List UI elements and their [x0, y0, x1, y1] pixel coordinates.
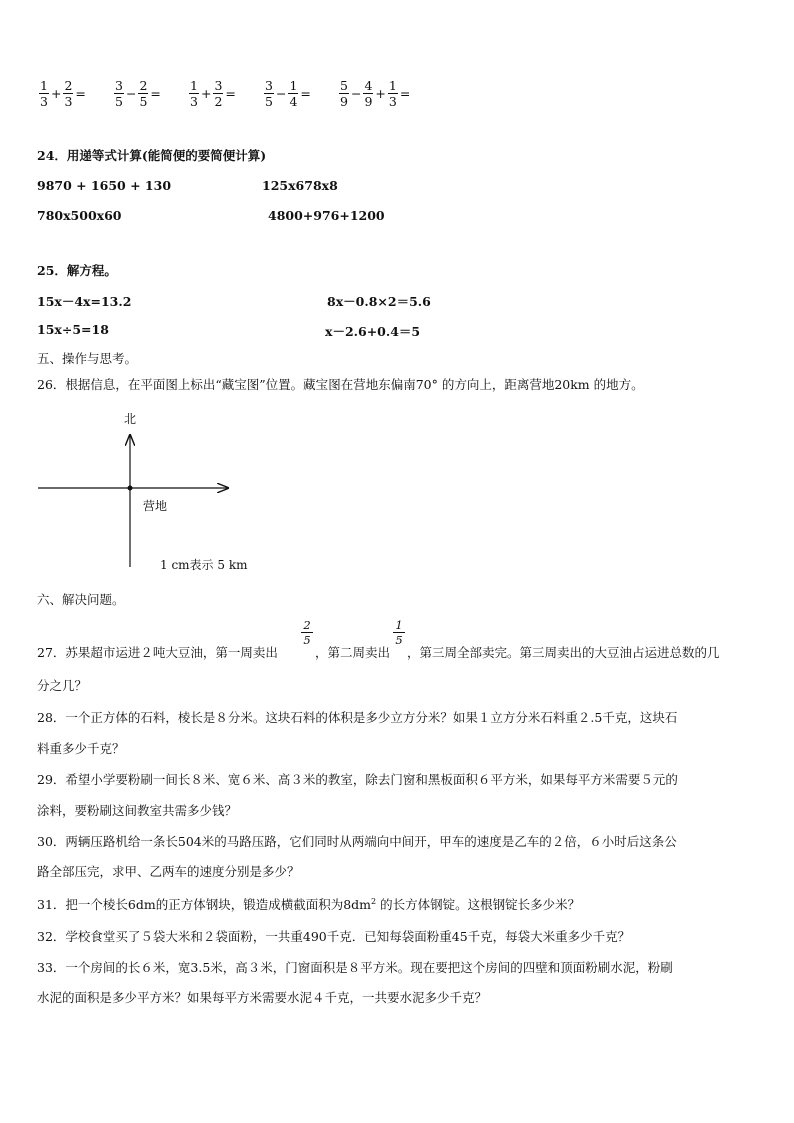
q24-item-3: 780x500x60	[37, 208, 122, 223]
q28-line-1: 28．一个正方体的石料，棱长是８分米。这块石料的体积是多少立方分米？如果１立方分米石料重２.5千克，这块石	[37, 710, 678, 725]
fraction: $\frac{3}{5}$	[115, 78, 123, 109]
fraction-exercise-5: $\frac{5}{9}$ − $\frac{4}{9}$ + $\frac{1}{3}$ =	[340, 78, 411, 109]
fraction-exercise-3: $\frac{1}{3}$ + $\frac{3}{2}$ =	[190, 78, 236, 109]
fraction-exercise-4: $\frac{3}{5}$ − $\frac{1}{4}$ =	[265, 78, 311, 109]
q25-item-3: 15x÷5=18	[37, 322, 109, 337]
q27-fraction-2: $\frac{1}{5}$	[393, 618, 405, 647]
fraction-exercise-2: $\frac{3}{5}$ − $\frac{2}{5}$ =	[115, 78, 161, 109]
q27-part-3: ，第三周全部卖完。第三周卖出的大豆油占运进总数的几	[407, 645, 720, 660]
q29-line-2: 涂料，要粉刷这间教室共需多少钱？	[37, 803, 238, 818]
q29-line-1: 29．希望小学要粉刷一间长８米、宽６米、高３米的教室，除去门窗和黑板面积６平方米，如果每平方米需要５元的	[37, 772, 678, 787]
q32-text: 32．学校食堂买了５袋大米和２袋面粉，一共重490千克．已知每袋面粉重45千克，每袋大米重多少千克？	[37, 929, 631, 944]
q24-item-4: 4800+976+1200	[268, 208, 385, 223]
q28-line-2: 料重多少千克？	[37, 741, 125, 756]
q27-part-1: 27．苏果超市运进２吨大豆油，第一周卖出	[37, 645, 278, 660]
fraction: $\frac{2}{3}$	[64, 78, 73, 109]
q26-text: 26．根据信息，在平面图上标出“藏宝图”位置。藏宝图在营地东偏南70° 的方向上，距离营地20km 的地方。	[37, 377, 644, 392]
fraction-exercise-1: $\frac{1}{3}$ + $\frac{2}{3}$ =	[40, 78, 86, 109]
q27-part-2: ，第二周卖出	[315, 645, 391, 660]
fraction: $\frac{1}{4}$	[289, 78, 298, 109]
q27-line-2: 分之几？	[37, 678, 88, 693]
q31-text: 31．把一个棱长6dm的正方体钢块，锻造成横截面积为$8dm^2$ 的长方体钢锭。这根钢锭长多少米？	[37, 896, 581, 912]
q33-line-2: 水泥的面积是多少平方米？如果每平方米需要水泥４千克，一共要水泥多少千克？	[37, 990, 488, 1005]
fraction: $\frac{4}{9}$	[364, 78, 373, 109]
fraction: $\frac{1}{3}$	[388, 78, 397, 109]
fraction: $\frac{2}{5}$	[139, 78, 148, 109]
camp-label: 营地	[143, 499, 168, 513]
section-6-heading: 六、解决问题。	[37, 592, 125, 607]
q25-item-2: 8x－0.8×2＝5.6	[327, 294, 431, 309]
q27-fraction-1: $\frac{2}{5}$	[301, 618, 313, 647]
scale-label: 1 cm表示 5 km	[160, 558, 248, 572]
fraction: $\frac{3}{2}$	[214, 78, 223, 109]
q33-line-1: 33．一个房间的长６米，宽3.5米，高３米，门窗面积是８平方米。现在要把这个房间的四壁和顶面粉刷水泥，粉刷	[37, 960, 673, 975]
q30-line-1: 30．两辆压路机给一条长504米的马路压路，它们同时从两端向中间开，甲车的速度是乙车的２倍，６小时后这条公	[37, 834, 677, 849]
q24-title: 24．用递等式计算(能简便的要简便计算)	[37, 148, 267, 163]
q25-title: 25．解方程。	[37, 263, 117, 278]
q24-item-2: 125x678x8	[262, 178, 338, 193]
camp-point	[128, 486, 133, 491]
north-label: 北	[124, 412, 137, 426]
fraction: $\frac{5}{9}$	[340, 78, 348, 109]
fraction: $\frac{1}{3}$	[40, 78, 48, 109]
q30-line-2: 路全部压完，求甲、乙两车的速度分别是多少？	[37, 864, 300, 879]
compass-diagram	[30, 405, 250, 575]
q25-item-1: 15x－4x=13.2	[37, 294, 132, 309]
section-5-heading: 五、操作与思考。	[37, 351, 138, 366]
fraction: $\frac{3}{5}$	[265, 78, 273, 109]
q25-item-4: x－2.6+0.4＝5	[325, 324, 421, 339]
q24-item-1: 9870 + 1650 + 130	[37, 178, 172, 193]
fraction: $\frac{1}{3}$	[190, 78, 198, 109]
